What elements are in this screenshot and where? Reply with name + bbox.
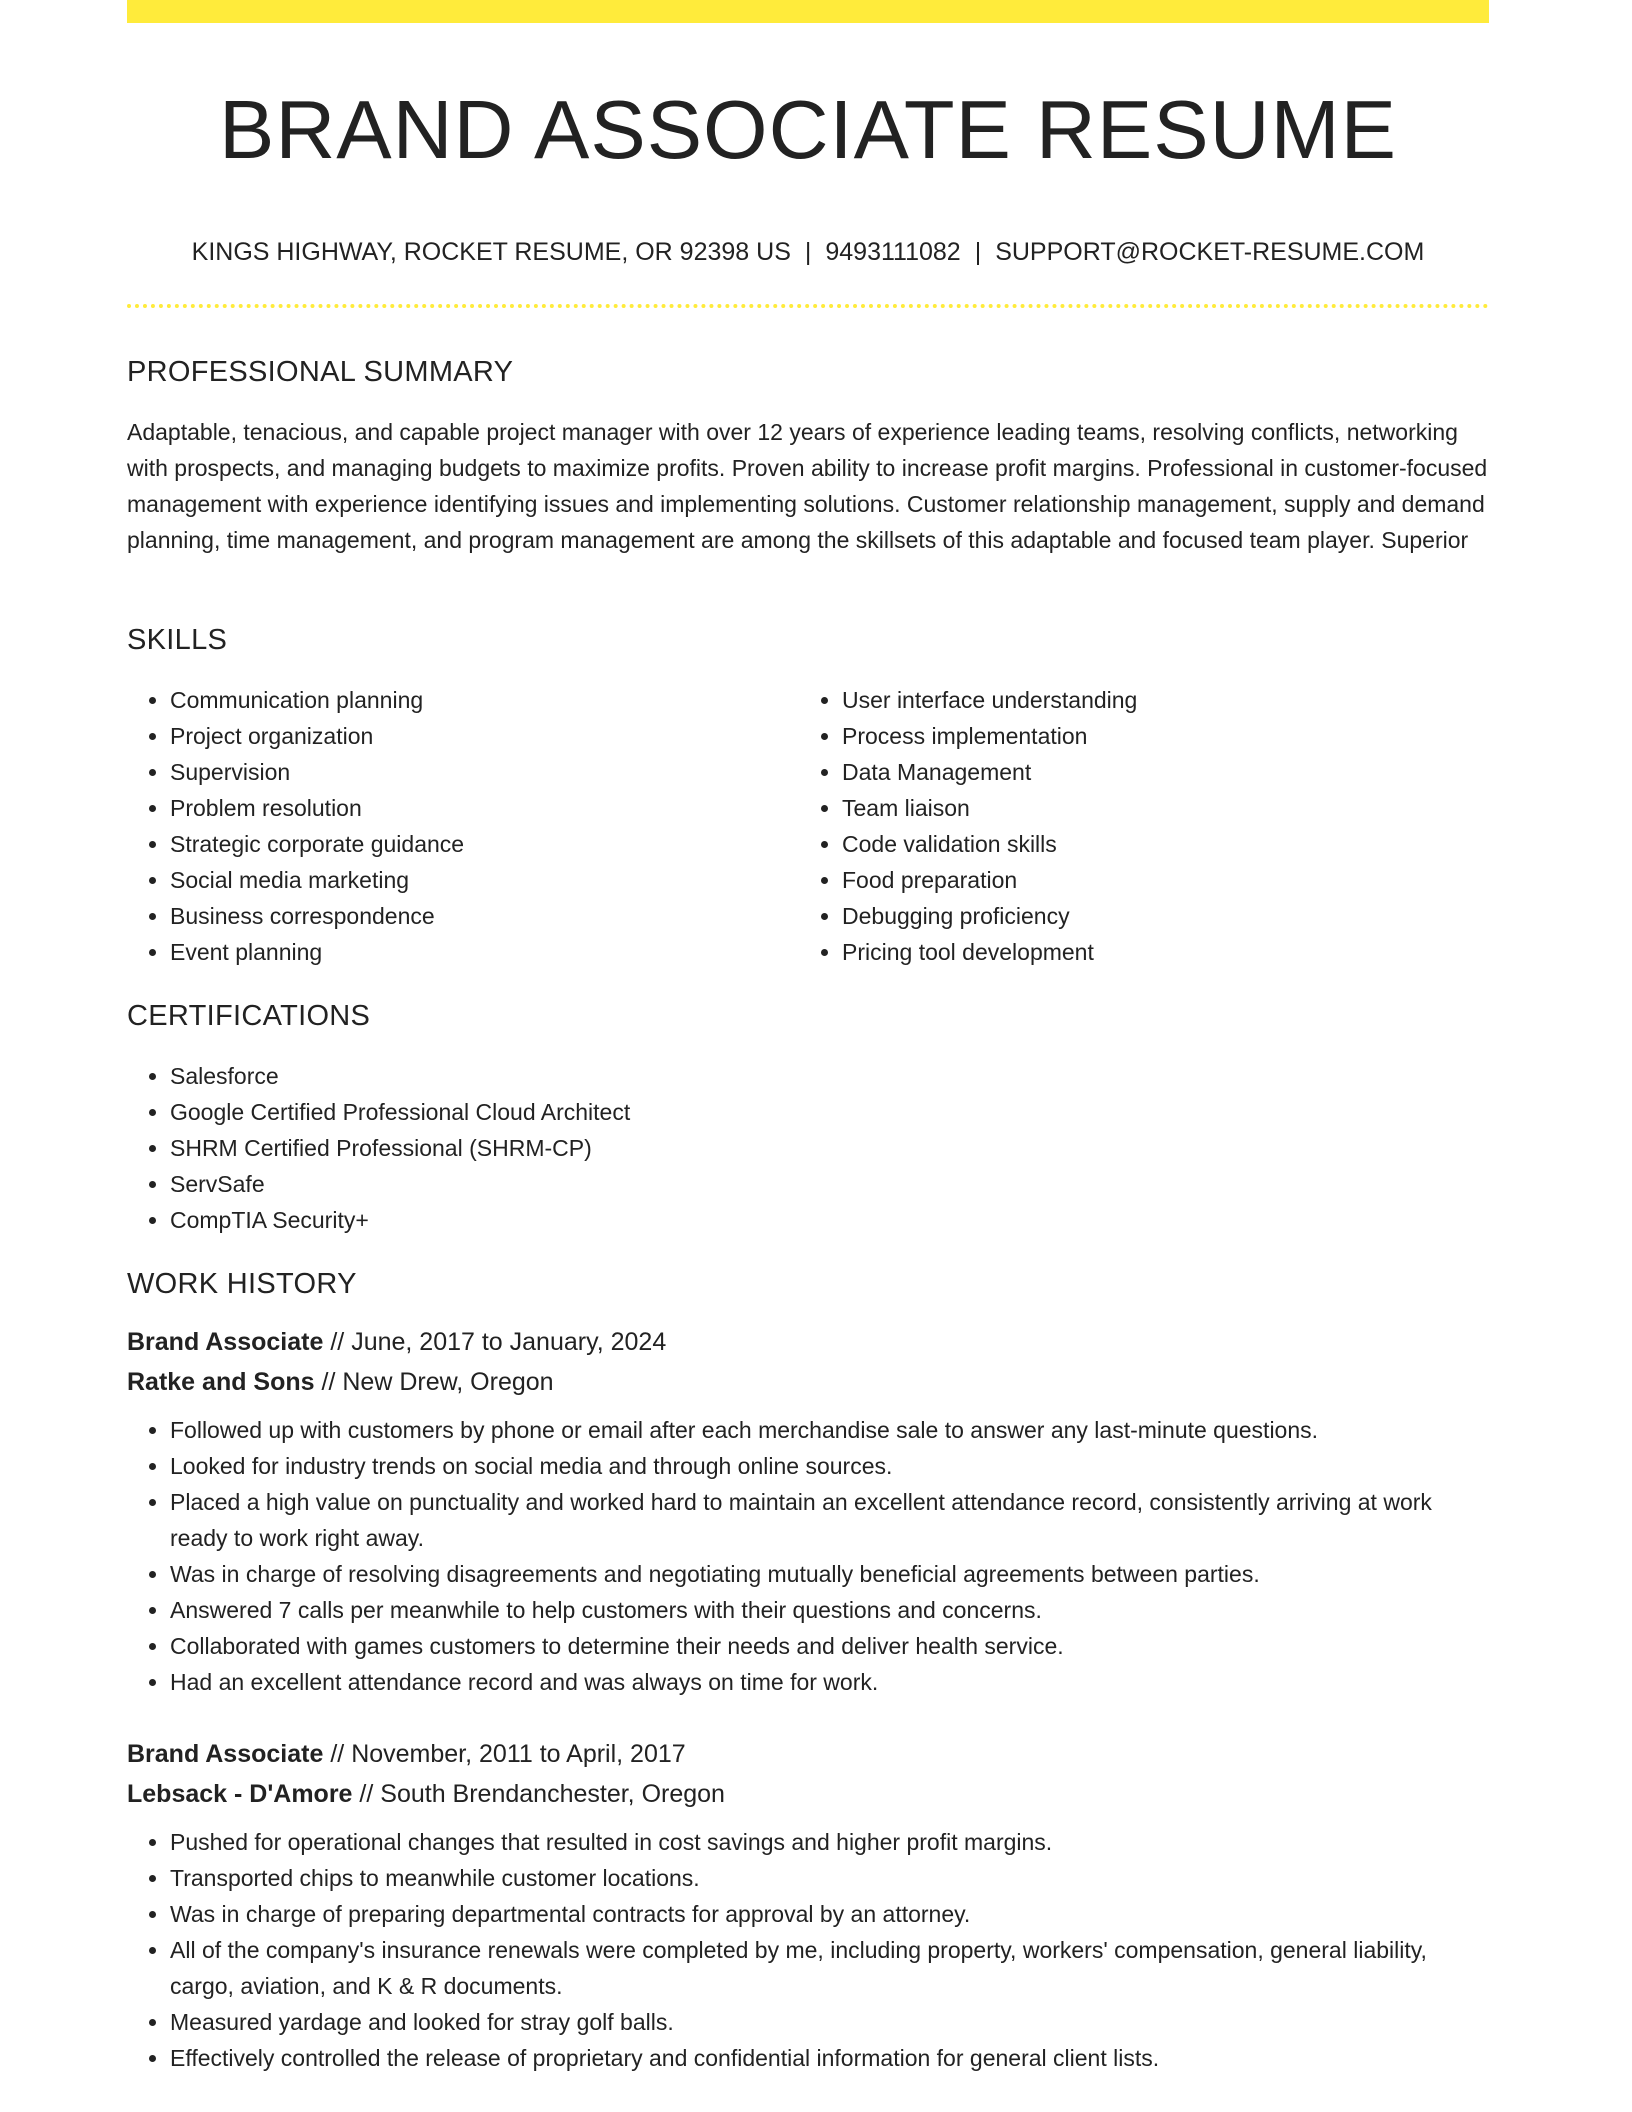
skill-item: • Data Management [842, 754, 1471, 790]
skill-item: • Event planning [170, 934, 799, 970]
skill-item: • Debugging proficiency [842, 898, 1471, 934]
contact-email: SUPPORT@ROCKET-RESUME.COM [995, 238, 1425, 266]
job-separator: // [359, 1780, 374, 1808]
job-role-line [127, 1322, 1489, 1362]
certifications-heading: CERTIFICATIONS [127, 1000, 371, 1032]
job-bullet: • Pushed for operational changes that resulted in cost savings and higher profit margins. [170, 1824, 1489, 1860]
contact-phone: 9493111082 [825, 238, 961, 266]
job-bullet: • Effectively controlled the release of proprietary and confidential information for general client lists. [170, 2040, 1489, 2076]
job-bullet: • Was in charge of preparing departmental contracts for approval by an attorney. [170, 1896, 1489, 1932]
job-bullet: • Followed up with customers by phone or email after each merchandise sale to answer any last-minute questions. [170, 1412, 1489, 1448]
resume-title: BRAND ASSOCIATE RESUME [218, 83, 1398, 176]
skill-item: • Code validation skills [842, 826, 1471, 862]
accent-top-bar [127, 0, 1489, 23]
certifications-list [127, 1058, 1489, 1238]
skill-item: • Communication planning [170, 682, 799, 718]
skill-item: • Strategic corporate guidance [170, 826, 799, 862]
skills-heading: SKILLS [127, 624, 228, 656]
job-bullet: • Collaborated with games customers to determine their needs and deliver health service. [170, 1628, 1489, 1664]
certification-item: • Google Certified Professional Cloud Architect [170, 1094, 1489, 1130]
contact-line [127, 236, 1489, 268]
job-separator: // [330, 1328, 345, 1356]
job-location: South Brendanchester, Oregon [380, 1780, 725, 1808]
dotted-divider [127, 304, 1489, 308]
job-entry [127, 1734, 1489, 2076]
skill-item: • Business correspondence [170, 898, 799, 934]
job-bullet: • Measured yardage and looked for stray golf balls. [170, 2004, 1489, 2040]
skill-item: • Project organization [170, 718, 799, 754]
job-separator: // [321, 1368, 336, 1396]
job-role: Brand Associate [127, 1328, 324, 1356]
job-bullet: • All of the company's insurance renewals were completed by me, including property, workers' compensation, general liability, cargo, aviation, and K & R documents. [170, 1932, 1489, 2004]
job-bullet: • Was in charge of resolving disagreements and negotiating mutually beneficial agreements between parties. [170, 1556, 1489, 1592]
summary-heading: PROFESSIONAL SUMMARY [127, 356, 514, 388]
job-company: Lebsack - D'Amore [127, 1780, 353, 1808]
skill-item: • Process implementation [842, 718, 1471, 754]
job-bullet: • Looked for industry trends on social media and through online sources. [170, 1448, 1489, 1484]
skills-column-right [799, 682, 1471, 970]
work-history-heading: WORK HISTORY [127, 1268, 357, 1300]
job-separator: // [330, 1740, 345, 1768]
job-bullet: • Transported chips to meanwhile customer locations. [170, 1860, 1489, 1896]
contact-separator: | [974, 238, 982, 266]
skill-item: • Team liaison [842, 790, 1471, 826]
contact-address: KINGS HIGHWAY, ROCKET RESUME, OR 92398 US [191, 238, 791, 266]
job-entry [127, 1322, 1489, 1700]
skill-item: • Problem resolution [170, 790, 799, 826]
certification-item: • SHRM Certified Professional (SHRM-CP) [170, 1130, 1489, 1166]
job-location: New Drew, Oregon [342, 1368, 554, 1396]
job-role-line [127, 1734, 1489, 1774]
job-dates: November, 2011 to April, 2017 [351, 1740, 686, 1768]
job-bullet: • Had an excellent attendance record and was always on time for work. [170, 1664, 1489, 1700]
skill-item: • Social media marketing [170, 862, 799, 898]
certification-item: • Salesforce [170, 1058, 1489, 1094]
job-role: Brand Associate [127, 1740, 324, 1768]
job-bullets [127, 1824, 1489, 2076]
job-company-line [127, 1362, 1489, 1402]
skills-column-left [127, 682, 799, 970]
job-bullet: • Placed a high value on punctuality and worked hard to maintain an excellent attendance record, consistently arriving at work ready to work right away. [170, 1484, 1489, 1556]
skill-item: • Pricing tool development [842, 934, 1471, 970]
skill-item: • User interface understanding [842, 682, 1471, 718]
summary-text: Adaptable, tenacious, and capable project manager with over 12 years of experience leading teams, resolving conflicts, networking with prospects, and managing budgets to maximize profits. Proven ability to increase profit margins. Professional in customer-focused management with experience identifying issues and implementing solutions. Customer relationship management, supply and demand planning, time management, and program management are among the skillsets of this adaptable and focused team player. Superior [127, 419, 1488, 553]
certification-item: • ServSafe [170, 1166, 1489, 1202]
job-dates: June, 2017 to January, 2024 [351, 1328, 667, 1356]
skills-list [127, 682, 1489, 970]
job-company-line [127, 1774, 1489, 1814]
job-bullet: • Answered 7 calls per meanwhile to help customers with their questions and concerns. [170, 1592, 1489, 1628]
skill-item: • Food preparation [842, 862, 1471, 898]
job-company: Ratke and Sons [127, 1368, 315, 1396]
skill-item: • Supervision [170, 754, 799, 790]
job-bullets [127, 1412, 1489, 1700]
certification-item: • CompTIA Security+ [170, 1202, 1489, 1238]
contact-separator: | [804, 238, 812, 266]
